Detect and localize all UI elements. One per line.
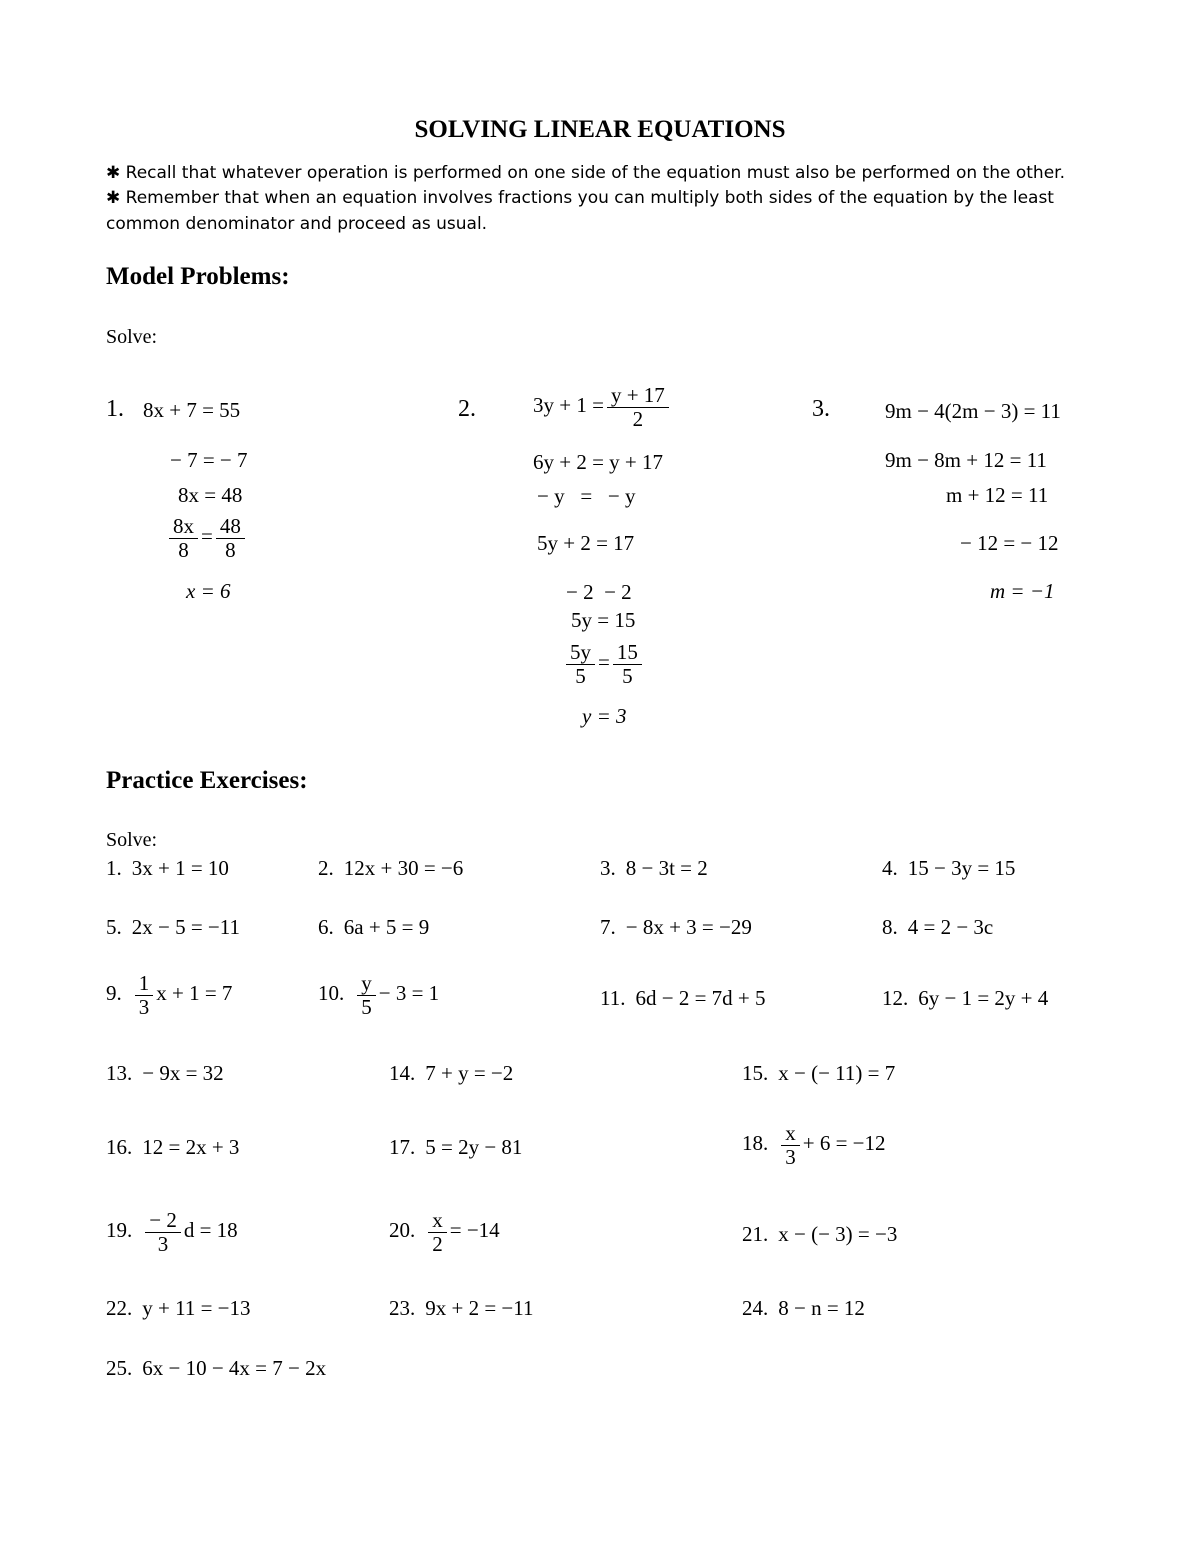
fraction: $\frac{x}{2}$ <box>428 1209 447 1255</box>
exercise-3: 3. 8 − 3t = 2 <box>600 856 708 880</box>
asterisk-icon: ✱ <box>106 188 121 208</box>
fraction: $\frac{x}{3}$ <box>781 1122 800 1168</box>
model-3-answer: m = −1 <box>990 579 1055 603</box>
model-3-equation: 9m − 4(2m − 3) = 11 <box>885 399 1061 423</box>
model-3-step-2: m + 12 = 11 <box>946 483 1049 507</box>
exercise-15: 15. x − (− 11) = 7 <box>742 1061 896 1085</box>
model-1-number: 1. <box>106 396 124 422</box>
exercise-17: 17. 5 = 2y − 81 <box>389 1135 523 1159</box>
exercise-20: 20. $\frac{x}{2}$ = −14 <box>389 1208 500 1256</box>
fraction: $\frac{y}{5}$ <box>357 972 376 1018</box>
exercise-12: 12. 6y − 1 = 2y + 4 <box>882 986 1049 1010</box>
model-3-step-3: − 12 = − 12 <box>960 531 1059 555</box>
model-2-step-1: 6y + 2 = y + 17 <box>533 450 664 474</box>
exercise-13: 13. − 9x = 32 <box>106 1061 224 1085</box>
model-2-step-4: − 2 − 2 <box>566 580 632 604</box>
model-2-step-5: 5y = 15 <box>571 608 636 632</box>
fraction: $\frac{15}{5}$ <box>613 641 642 687</box>
practice-exercises-heading: Practice Exercises: <box>106 767 308 794</box>
exercise-24: 24. 8 − n = 12 <box>742 1296 865 1320</box>
fraction: $\frac{5y}{5}$ <box>566 641 595 687</box>
model-2-step-3: 5y + 2 = 17 <box>537 531 635 555</box>
page-title: SOLVING LINEAR EQUATIONS <box>414 116 786 143</box>
exercise-9: 9. $\frac{1}{3}$ x + 1 = 7 <box>106 971 233 1019</box>
note-1 <box>106 163 1065 183</box>
fraction: $\frac{y + 17}{2}$ <box>607 384 669 430</box>
note-1-text: Recall that whatever operation is performed on one side of the equation must also be performed on the other. <box>125 163 1065 183</box>
fraction: $\frac{8x}{8}$ <box>169 515 198 561</box>
fraction: $\frac{- 2}{3}$ <box>145 1209 181 1255</box>
exercise-16: 16. 12 = 2x + 3 <box>106 1135 240 1159</box>
exercise-11: 11. 6d − 2 = 7d + 5 <box>600 986 766 1010</box>
exercise-18: 18. $\frac{x}{3}$ + 6 = −12 <box>742 1121 886 1169</box>
exercise-2: 2. 12x + 30 = −6 <box>318 856 464 880</box>
model-1-step-1: − 7 = − 7 <box>170 448 248 472</box>
exercise-19: 19. $\frac{- 2}{3}$ d = 18 <box>106 1208 238 1256</box>
model-2-equation: 3y + 1 = $\frac{y + 17}{2}$ <box>533 384 672 430</box>
fraction: $\frac{48}{8}$ <box>216 515 245 561</box>
exercise-14: 14. 7 + y = −2 <box>389 1061 514 1085</box>
exercise-10: 10. $\frac{y}{5}$ − 3 = 1 <box>318 971 440 1019</box>
exercise-7: 7. − 8x + 3 = −29 <box>600 915 752 939</box>
model-solve-label: Solve: <box>106 326 158 348</box>
model-2-answer: y = 3 <box>582 704 627 728</box>
model-2-number: 2. <box>458 396 476 422</box>
exercise-5: 5. 2x − 5 = −11 <box>106 915 241 939</box>
model-1-step-2: 8x = 48 <box>178 483 243 507</box>
note-2-text: Remember that when an equation involves fractions you can multiply both sides of the equation by the least <box>125 188 1054 208</box>
exercise-22: 22. y + 11 = −13 <box>106 1296 251 1320</box>
exercise-25: 25. 6x − 10 − 4x = 7 − 2x <box>106 1356 327 1380</box>
model-2-step-2: − y = − y <box>537 484 636 508</box>
model-1-answer: x = 6 <box>186 579 231 603</box>
exercise-6: 6. 6a + 5 = 9 <box>318 915 430 939</box>
model-3-step-1: 9m − 8m + 12 = 11 <box>885 448 1047 472</box>
model-3-number: 3. <box>812 396 830 422</box>
note-2 <box>106 188 1054 208</box>
note-3-text: common denominator and proceed as usual. <box>106 214 488 234</box>
fraction: $\frac{1}{3}$ <box>135 972 154 1018</box>
model-1-equation: 8x + 7 = 55 <box>143 398 241 422</box>
model-2-fraction-step: $\frac{5y}{5}$ = $\frac{15}{5}$ <box>563 641 645 687</box>
asterisk-icon: ✱ <box>106 163 121 183</box>
exercise-8: 8. 4 = 2 − 3c <box>882 915 994 939</box>
exercise-1: 1. 3x + 1 = 10 <box>106 856 229 880</box>
practice-solve-label: Solve: <box>106 829 158 851</box>
model-1-fraction-step: $\frac{8x}{8}$ = $\frac{48}{8}$ <box>166 515 248 561</box>
exercise-23: 23. 9x + 2 = −11 <box>389 1296 534 1320</box>
exercise-4: 4. 15 − 3y = 15 <box>882 856 1016 880</box>
exercise-21: 21. x − (− 3) = −3 <box>742 1222 898 1246</box>
model-problems-heading: Model Problems: <box>106 263 290 290</box>
